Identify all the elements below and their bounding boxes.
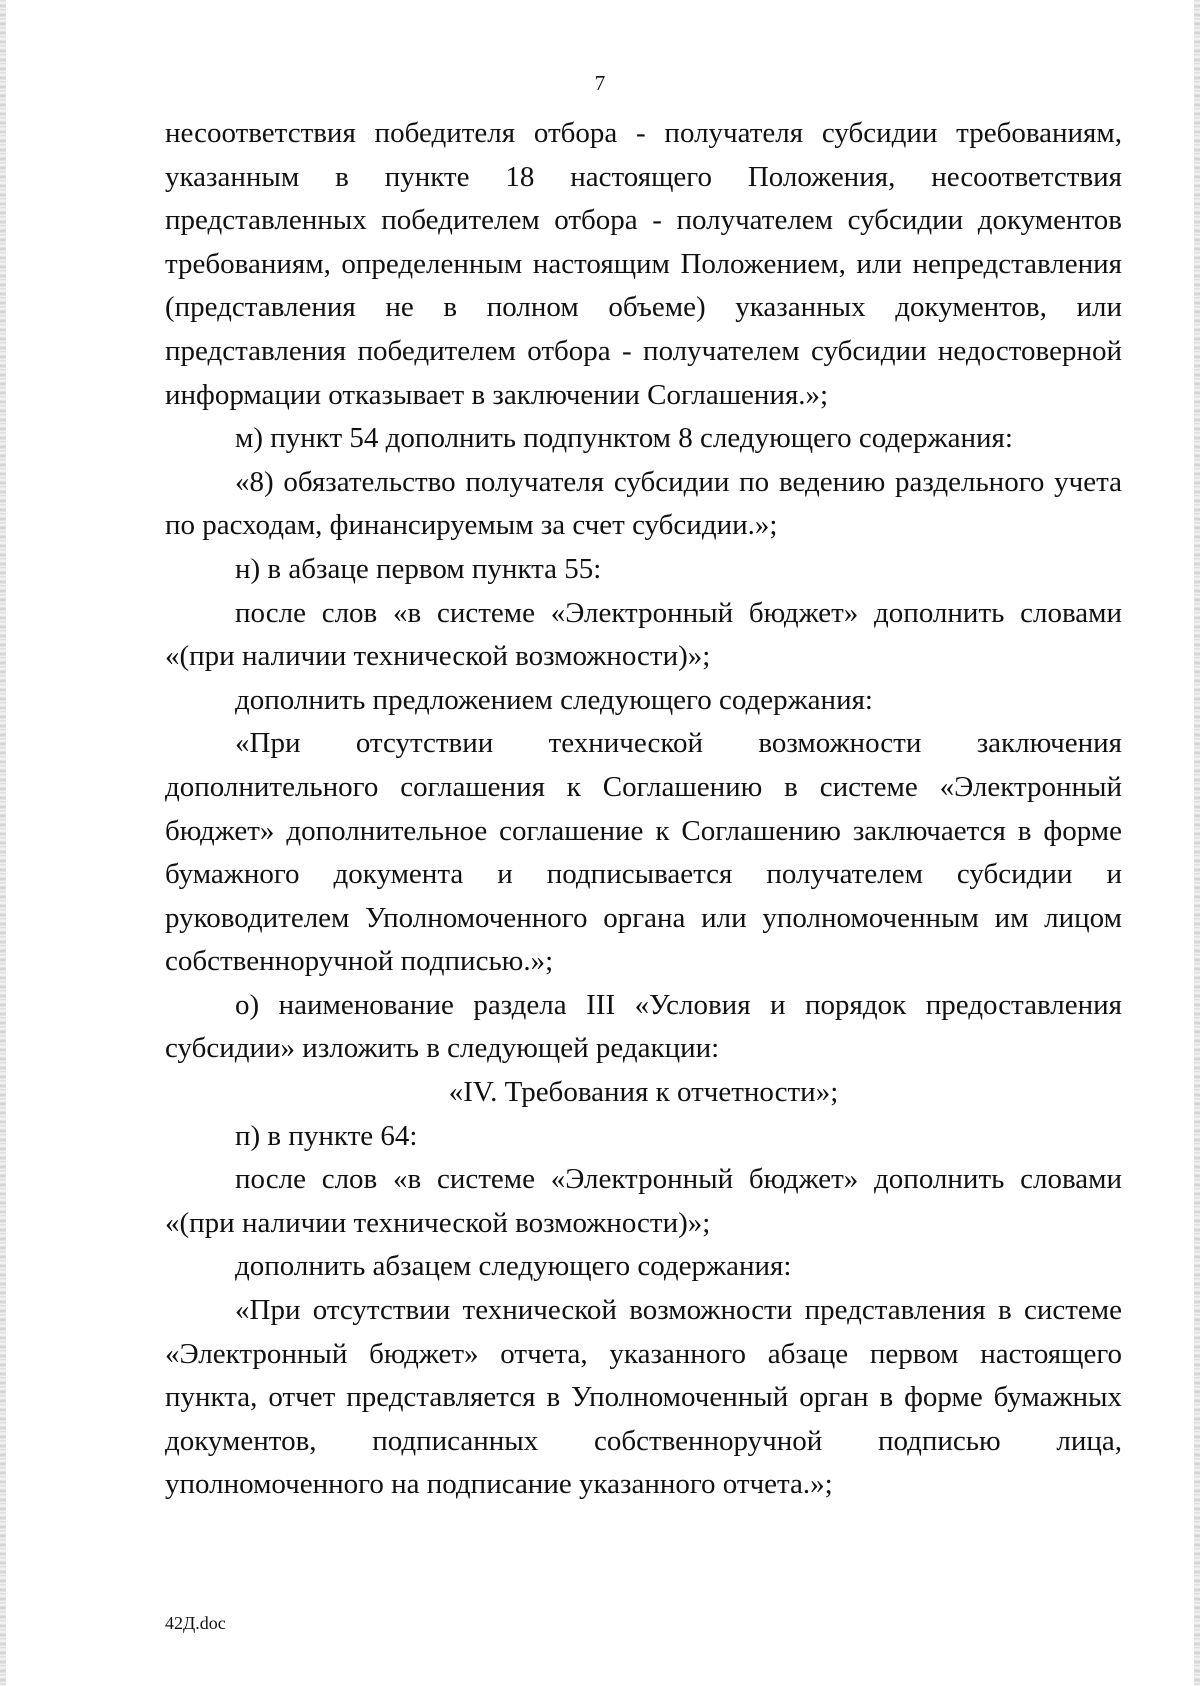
paragraph: после слов «в системе «Электронный бюджет» дополнить словами «(при наличии технической возможности)»;: [165, 1163, 1122, 1239]
paragraph: после слов «в системе «Электронный бюджет» дополнить словами «(при наличии технической возможности)»;: [165, 596, 1122, 673]
scan-edge-right: [1194, 0, 1200, 1686]
paragraph: о) наименование раздела III «Условия и порядок предоставления субсидии» изложить в следующей редакции:: [165, 988, 1122, 1065]
paragraph: «При отсутствии технической возможности заключения дополнительного соглашения к Соглашению в системе «Электронный бюджет» дополнительное соглашение к Соглашению заключается в форме бумажного документа и подписывается получателем субсидии и руководителем Уполномоченного органа или уполномоченным им лицом собственноручной подписью.»;: [165, 727, 1122, 978]
page-number: 7: [594, 71, 606, 95]
document-body: [165, 112, 1122, 1507]
paragraph: н) в абзаце первом пункта 55:: [235, 552, 602, 585]
file-name-footer: 42Д.doc: [165, 1613, 226, 1633]
paragraph: дополнить предложением следующего содержания:: [235, 683, 873, 716]
paragraph: м) пункт 54 дополнить подпунктом 8 следующего содержания:: [235, 422, 1013, 455]
section-heading: «IV. Требования к отчетности»;: [448, 1076, 839, 1109]
paragraph: несоответствия победителя отбора - получателя субсидии требованиям, указанным в пункте 18 настоящего Положения, несоответствия представленных победителем отбора - получателем субсидии документов требованиям, определенным настоящим Положением, или непредставления (представления не в полном объеме) указанных документов, или представления победителем отбора - получателем субсидии недостоверной информации отказывает в заключении Соглашения.»;: [165, 117, 1122, 411]
paragraph: «При отсутствии технической возможности представления в системе «Электронный бюджет» отчета, указанного абзаце первом настоящего пункта, отчет представляется в Уполномоченный орган в форме бумажных документов, подписанных собственноручной подписью лица, уполномоченного на подписание указанного отчета.»;: [165, 1294, 1122, 1501]
paragraph: «8) обязательство получателя субсидии по ведению раздельного учета по расходам, финансируемым за счет субсидии.»;: [165, 465, 1122, 542]
paragraph: п) в пункте 64:: [235, 1119, 418, 1152]
paragraph: дополнить абзацем следующего содержания:: [235, 1250, 792, 1283]
scan-edge-left: [0, 0, 6, 1686]
